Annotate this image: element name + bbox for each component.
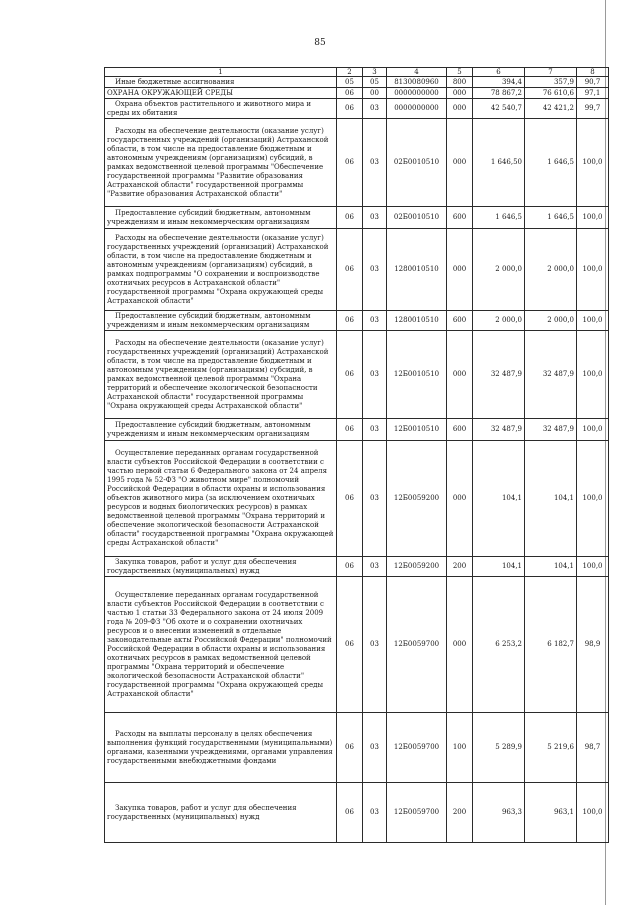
execution-percent: 100,0 <box>577 311 609 331</box>
row-description: Предоставление субсидий бюджетным, автономным учреждениям и иным некоммерческим организациям <box>105 419 337 441</box>
target-article-code: 12Б0059700 <box>387 577 447 713</box>
section-code: 06 <box>337 713 363 783</box>
expense-type-code: 800 <box>447 77 473 88</box>
executed-amount: 2 000,0 <box>525 229 577 311</box>
target-article-code: 12Б0010510 <box>387 331 447 419</box>
executed-amount: 2 000,0 <box>525 311 577 331</box>
execution-percent: 90,7 <box>577 77 609 88</box>
planned-amount: 32 487,9 <box>473 419 525 441</box>
planned-amount: 5 289,9 <box>473 713 525 783</box>
section-code: 06 <box>337 557 363 577</box>
expense-type-code: 000 <box>447 88 473 99</box>
executed-amount: 963,1 <box>525 783 577 843</box>
executed-amount: 357,9 <box>525 77 577 88</box>
target-article-code: 1280010510 <box>387 311 447 331</box>
subsection-code: 03 <box>363 783 387 843</box>
row-description: Закупка товаров, работ и услуг для обеспечения государственных (муниципальных) нужд <box>105 783 337 843</box>
expense-type-code: 000 <box>447 331 473 419</box>
target-article-code: 8130080960 <box>387 77 447 88</box>
execution-percent: 100,0 <box>577 557 609 577</box>
planned-amount: 104,1 <box>473 441 525 557</box>
table-row <box>105 713 609 783</box>
section-code: 06 <box>337 441 363 557</box>
executed-amount: 1 646,5 <box>525 119 577 207</box>
planned-amount: 394,4 <box>473 77 525 88</box>
column-number: 6 <box>473 68 525 77</box>
target-article-code: 12Б0059200 <box>387 557 447 577</box>
row-description: Расходы на обеспечение деятельности (оказание услуг) государственных учреждений (организаций) Астраханской области, в том числе на предоставление бюджетным и автономным учреждениям (организациям) субсидий, в рамках ведомственной целевой программы "Обеспечение государственной программы "Развитие образования Астраханской области" государственной программы "Развитие образования Астраханской области" <box>105 119 337 207</box>
section-code: 06 <box>337 419 363 441</box>
subsection-code: 03 <box>363 207 387 229</box>
section-code: 06 <box>337 229 363 311</box>
planned-amount: 32 487,9 <box>473 331 525 419</box>
planned-amount: 2 000,0 <box>473 311 525 331</box>
section-code: 06 <box>337 88 363 99</box>
section-code: 06 <box>337 783 363 843</box>
target-article-code: 12Б0059200 <box>387 441 447 557</box>
execution-percent: 100,0 <box>577 419 609 441</box>
table-row <box>105 577 609 713</box>
row-description: Охрана объектов растительного и животного мира и среды их обитания <box>105 99 337 119</box>
expense-type-code: 600 <box>447 419 473 441</box>
executed-amount: 32 487,9 <box>525 331 577 419</box>
table-row <box>105 441 609 557</box>
column-number: 7 <box>525 68 577 77</box>
subsection-code: 00 <box>363 88 387 99</box>
expense-type-code: 000 <box>447 119 473 207</box>
execution-percent: 98,7 <box>577 713 609 783</box>
table-row <box>105 207 609 229</box>
budget-table <box>104 67 609 843</box>
executed-amount: 104,1 <box>525 441 577 557</box>
executed-amount: 6 182,7 <box>525 577 577 713</box>
executed-amount: 76 610,6 <box>525 88 577 99</box>
execution-percent: 100,0 <box>577 331 609 419</box>
executed-amount: 5 219,6 <box>525 713 577 783</box>
execution-percent: 100,0 <box>577 229 609 311</box>
row-description: Осуществление переданных органам государственной власти субъектов Российской Федерации в соответствии с частью 1 статьи 33 Федерального закона от 24 июля 2009 года № 209-ФЗ "Об охоте и о сохранении охотничьих ресурсов и о внесении изменений в отдельные законодательные акты Российской Федерации" полномочий Российской Федерации в области охраны и использования охотничьих ресурсов в рамках ведомственной целевой программы "Охрана территорий и обеспечение экологической безопасности Астраханской области" государственной программы "Охрана окружающей среды Астраханской области" <box>105 577 337 713</box>
executed-amount: 32 487,9 <box>525 419 577 441</box>
section-code: 06 <box>337 207 363 229</box>
expense-type-code: 600 <box>447 207 473 229</box>
target-article-code: 0000000000 <box>387 88 447 99</box>
section-code: 06 <box>337 99 363 119</box>
execution-percent: 100,0 <box>577 119 609 207</box>
row-description: Расходы на выплаты персоналу в целях обеспечения выполнения функций государственными (муниципальными) органами, казенными учреждениями, органами управления государственными внебюджетными фондами <box>105 713 337 783</box>
subsection-code: 03 <box>363 713 387 783</box>
subsection-code: 03 <box>363 419 387 441</box>
column-number: 2 <box>337 68 363 77</box>
row-description: Расходы на обеспечение деятельности (оказание услуг) государственных учреждений (организаций) Астраханской области, в том числе на предоставление бюджетным и автономным учреждениям (организациям) субсидий, в рамках ведомственной целевой программы "Охрана территорий и обеспечение экологической безопасности Астраханской области" государственной программы "Охрана окружающей среды Астраханской области" <box>105 331 337 419</box>
executed-amount: 1 646,5 <box>525 207 577 229</box>
expense-type-code: 200 <box>447 557 473 577</box>
table-row <box>105 99 609 119</box>
expense-type-code: 000 <box>447 441 473 557</box>
expense-type-code: 600 <box>447 311 473 331</box>
table-row <box>105 119 609 207</box>
planned-amount: 2 000,0 <box>473 229 525 311</box>
section-code: 06 <box>337 119 363 207</box>
target-article-code: 12Б0010510 <box>387 419 447 441</box>
row-description: Иные бюджетные ассигнования <box>105 77 337 88</box>
subsection-code: 03 <box>363 577 387 713</box>
section-code: 06 <box>337 311 363 331</box>
planned-amount: 6 253,2 <box>473 577 525 713</box>
expense-type-code: 200 <box>447 783 473 843</box>
table-row <box>105 557 609 577</box>
section-code: 06 <box>337 577 363 713</box>
execution-percent: 100,0 <box>577 783 609 843</box>
table-row <box>105 77 609 88</box>
row-description: Закупка товаров, работ и услуг для обеспечения государственных (муниципальных) нужд <box>105 557 337 577</box>
table-row <box>105 419 609 441</box>
row-description: ОХРАНА ОКРУЖАЮЩЕЙ СРЕДЫ <box>105 88 337 99</box>
execution-percent: 98,9 <box>577 577 609 713</box>
target-article-code: 02Б0010510 <box>387 119 447 207</box>
row-description: Предоставление субсидий бюджетным, автономным учреждениям и иным некоммерческим организациям <box>105 311 337 331</box>
row-description: Предоставление субсидий бюджетным, автономным учреждениям и иным некоммерческим организациям <box>105 207 337 229</box>
planned-amount: 963,3 <box>473 783 525 843</box>
page-number: 85 <box>314 38 326 48</box>
row-description: Расходы на обеспечение деятельности (оказание услуг) государственных учреждений (организаций) Астраханской области, в том числе на предоставление бюджетным и автономным учреждениям (организациям) субсидий, в рамках подпрограммы "О сохранении и воспроизводстве охотничьих ресурсов в Астраханской области" государственной программы "Охрана окружающей среды Астраханской области" <box>105 229 337 311</box>
subsection-code: 03 <box>363 99 387 119</box>
expense-type-code: 000 <box>447 99 473 119</box>
target-article-code: 12Б0059700 <box>387 783 447 843</box>
table-row <box>105 229 609 311</box>
execution-percent: 97,1 <box>577 88 609 99</box>
target-article-code: 12Б0059700 <box>387 713 447 783</box>
target-article-code: 1280010510 <box>387 229 447 311</box>
row-description: Осуществление переданных органам государственной власти субъектов Российской Федерации в соответствии с частью первой статьи 6 Федерального закона от 24 апреля 1995 года № 52-ФЗ "О животном мире" полномочий Российской Федерации в области охраны и использования объектов животного мира (за исключением охотничьих ресурсов и водных биологических ресурсов) в рамках ведомственной целевой программы "Охрана территорий и обеспечение экологической безопасности Астраханской области" государственной программы "Охрана окружающей среды Астраханской области" <box>105 441 337 557</box>
subsection-code: 03 <box>363 311 387 331</box>
target-article-code: 0000000000 <box>387 99 447 119</box>
column-number: 1 <box>105 68 337 77</box>
executed-amount: 104,1 <box>525 557 577 577</box>
executed-amount: 42 421,2 <box>525 99 577 119</box>
column-number: 3 <box>363 68 387 77</box>
subsection-code: 05 <box>363 77 387 88</box>
target-article-code: 02Б0010510 <box>387 207 447 229</box>
execution-percent: 100,0 <box>577 441 609 557</box>
table-row <box>105 331 609 419</box>
planned-amount: 42 540,7 <box>473 99 525 119</box>
column-number: 5 <box>447 68 473 77</box>
expense-type-code: 000 <box>447 577 473 713</box>
section-code: 06 <box>337 331 363 419</box>
execution-percent: 100,0 <box>577 207 609 229</box>
column-number: 8 <box>577 68 609 77</box>
planned-amount: 1 646,50 <box>473 119 525 207</box>
subsection-code: 03 <box>363 557 387 577</box>
table-row <box>105 783 609 843</box>
table-row <box>105 311 609 331</box>
table-row <box>105 88 609 99</box>
subsection-code: 03 <box>363 441 387 557</box>
expense-type-code: 000 <box>447 229 473 311</box>
subsection-code: 03 <box>363 331 387 419</box>
column-number-row <box>105 68 609 77</box>
planned-amount: 78 867,2 <box>473 88 525 99</box>
planned-amount: 104,1 <box>473 557 525 577</box>
planned-amount: 1 646,5 <box>473 207 525 229</box>
subsection-code: 03 <box>363 229 387 311</box>
column-number: 4 <box>387 68 447 77</box>
section-code: 05 <box>337 77 363 88</box>
execution-percent: 99,7 <box>577 99 609 119</box>
expense-type-code: 100 <box>447 713 473 783</box>
subsection-code: 03 <box>363 119 387 207</box>
